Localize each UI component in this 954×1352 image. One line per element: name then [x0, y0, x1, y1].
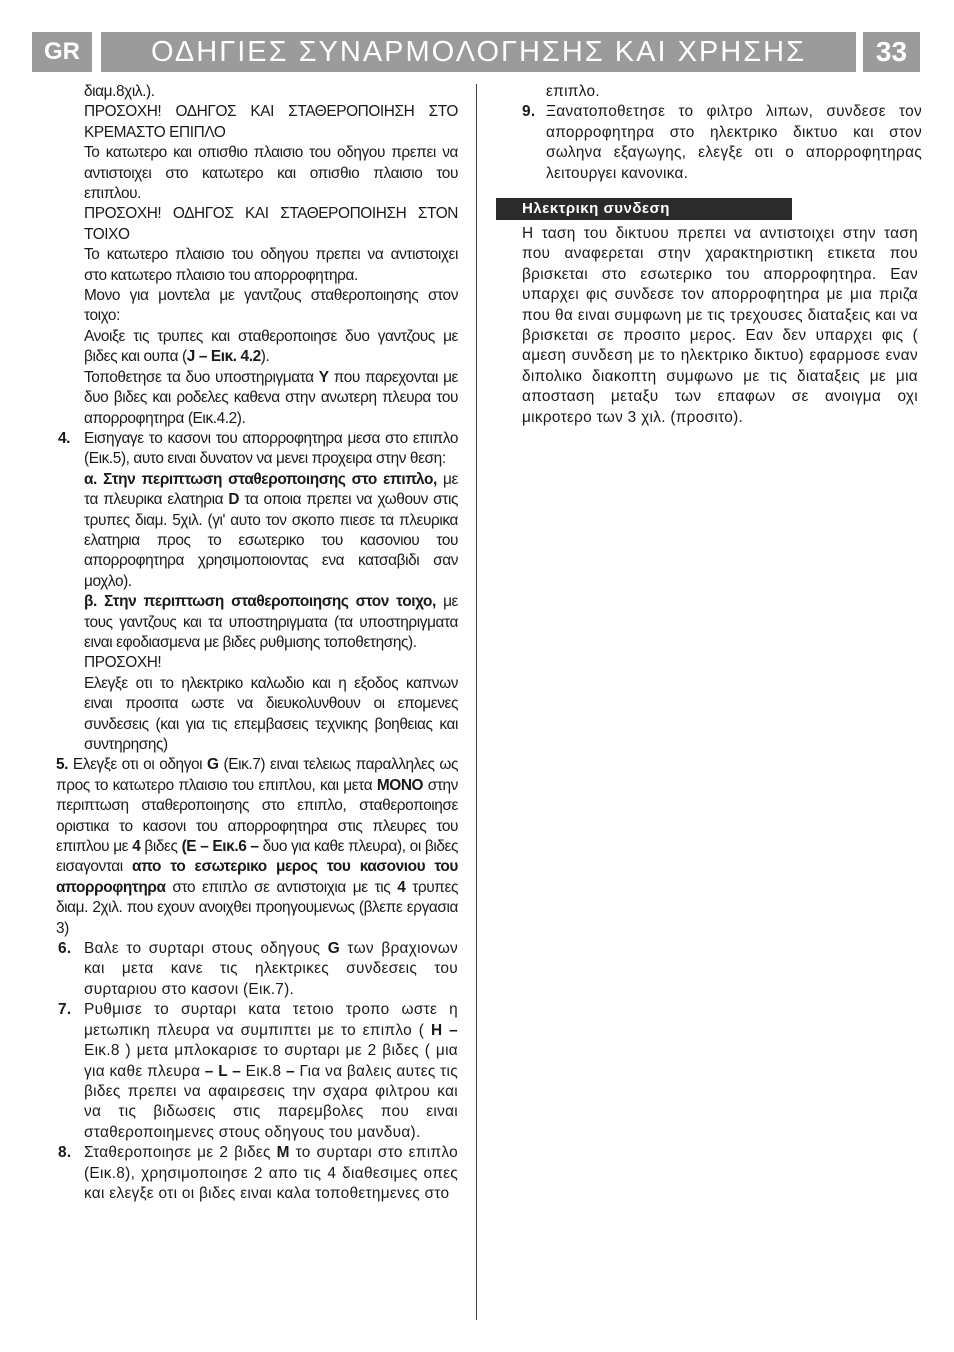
text-paragraph — [56, 368, 458, 429]
right-column — [496, 82, 922, 428]
text-run: το συρταρι στο επιπλο (Εικ.8), χρησιμοποιησε 2 απο τις 4 διαθεσιμες οπες και ελεγξε οτι οι βιδες ειναι καλα τοποθετημενες στο — [84, 1144, 458, 1202]
list-item-7 — [56, 1000, 458, 1143]
text-paragraph: διαμ.8χιλ.). — [84, 83, 155, 100]
bold-run: 4 — [397, 878, 406, 896]
left-column — [56, 82, 458, 1204]
text-paragraph: επιπλο. — [546, 83, 600, 100]
part-ref: Y — [318, 368, 329, 386]
bold-run: – — [286, 1062, 295, 1080]
list-item-8-continued — [496, 82, 922, 102]
text-run: Ρυθμισε το συρταρι κατα τετοιο τροπο ωστε η μετωπικη πλευρα να συμπιπτει με το επιπλο ( — [84, 1001, 458, 1039]
language-badge — [32, 32, 92, 72]
part-ref: – L – — [204, 1062, 242, 1080]
page-number: 33 — [875, 36, 908, 67]
bold-run: ΜΟΝΟ — [376, 776, 424, 794]
text-run: Εικ.8 ) μετα μπλοκαρισε το συρταρι με 2 βιδες ( μια για καθε πλευρα — [84, 1042, 458, 1080]
text-run: Βαλε το συρταρι στους οδηγους — [84, 940, 328, 958]
text-paragraph: Το κατωτερο πλαισιο του οδηγου πρεπει να αντιστοιχει στο κατωτερο πλαισιο του απορροφητηρα. — [84, 246, 458, 284]
text-run: Εικ.8 — [241, 1062, 286, 1080]
warning-heading: ΠΡΟΣΟΧΗ! ΟΔΗΓΟΣ ΚΑΙ ΣΤΑΘΕΡΟΠΟΙΗΣΗ ΣΤΟΝ ΤΟΙΧΟ — [84, 205, 458, 243]
figure-ref: J – Εικ. 4.2 — [186, 348, 261, 366]
part-ref: D — [228, 491, 240, 509]
text-paragraph: Μονο για μοντελα με γαντζους σταθεροποιησης στον τοιχο: — [84, 287, 458, 325]
part-ref: M — [276, 1144, 290, 1162]
text-run: τρυπες διαμ. 2χιλ. που εχουν ανοιχθει προηγουμενως (βλεπε εργασια 3) — [56, 878, 459, 937]
section-heading-bar — [496, 198, 792, 220]
text-run: με τα πλευρικα ελατηρια — [84, 470, 458, 509]
figure-ref: (E – Εικ.6 – — [181, 838, 259, 856]
text-run: που παρεχονται με δυο βιδες και ροδελες καθενα στην ανωτερη πλευρα του απορροφητηρα (Εικ.4.2). — [84, 368, 458, 427]
list-number: 6. — [58, 940, 72, 958]
bold-run: α. Στην περιπτωση σταθεροποιησης στο επιπλο, — [84, 470, 437, 488]
text-paragraph: Ξανατοποθετησε το φιλτρο λιπων, συνδεσε τον απορροφητηρα στο ηλεκτρικο δικτυο και στον σωληνα εξαγωγης, ελεγξε οτι ο απορροφητηρας λειτουργει κανονικα. — [546, 103, 922, 182]
text-paragraph — [84, 1000, 458, 1143]
bold-run: 4 — [132, 838, 141, 856]
text-run: Ελεγξε οτι οι οδηγοι — [68, 756, 208, 774]
list-item-5 — [56, 755, 458, 939]
text-paragraph — [84, 592, 458, 653]
text-run: με τους γαντζους και τα υποστηριγματα (τα υποστηριγματα ειναι εφοδιασμενα με βιδες ρυθμισης τοποθετησης). — [84, 593, 459, 651]
text-run: Τοποθετησε τα δυο υποστηριγματα — [84, 368, 319, 386]
text-run: δυο για καθε πλευρα), οι βιδες εισαγονται — [56, 838, 458, 876]
list-item-9 — [496, 102, 922, 184]
page-number-badge — [863, 32, 920, 72]
text-paragraph — [84, 470, 458, 592]
warning-label: ΠΡΟΣΟΧΗ! — [84, 654, 162, 672]
language-label: GR — [44, 38, 80, 65]
text-run: (Εικ.7) ειναι τελειως παραλληλες ως προς το κατωτερο πλαισιο του επιπλου, και μετα — [56, 756, 458, 794]
text-paragraph — [56, 755, 458, 939]
section-heading: Ηλεκτρικη συνδεση — [522, 200, 670, 218]
text-run: ). — [260, 348, 270, 366]
text-run: στο επιπλο σε αντιστοιχια με τις — [165, 878, 398, 896]
bold-run: απο το εσωτερικο μερος του κασονιου του απορροφητηρα — [56, 858, 458, 896]
page-title: ΟΔΗΓΙΕΣ ΣΥΝΑΡΜΟΛΟΓΗΣΗΣ ΚΑΙ ΧΡΗΣΗΣ — [150, 35, 807, 68]
text-run: Σταθεροποιησε με 2 βιδες — [84, 1144, 277, 1162]
column-divider — [476, 84, 477, 1320]
list-item-6 — [56, 939, 458, 1000]
text-paragraph: Ελεγξε οτι το ηλεκτρικο καλωδιο και η εξοδος καπνων ειναι προσιτα ωστε να διευκολυνθουν οι επομενες συνδεσεις (και για τις επεμβασεις τεχνικης βοηθειας και συντηρησης) — [84, 674, 458, 753]
warning-heading: ΠΡΟΣΟΧΗ! ΟΔΗΓΟΣ ΚΑΙ ΣΤΑΘΕΡΟΠΟΙΗΣΗ ΣΤΟ ΚΡΕΜΑΣΤΟ ΕΠΙΠΛΟ — [84, 103, 458, 141]
text-run: των βραχιονων και μετα κανε τις ηλεκτρικες συνδεσεις του συρταριου στο κασονι (Εικ.7). — [84, 940, 459, 998]
bold-run: β. Στην περιπτωση σταθεροποιησης στον τοιχο, — [84, 593, 436, 611]
text-paragraph: Εισηγαγε το κασονι του απορροφητηρα μεσα στο επιπλο (Εικ.5), αυτο ειναι δυνατον να μενει προχειρα στην θεση: — [84, 429, 458, 468]
list-number: 8. — [58, 1144, 72, 1162]
list-number: 4. — [58, 429, 71, 447]
part-ref: H – — [430, 1021, 458, 1039]
text-run: βιδες — [140, 838, 182, 856]
part-ref: G — [207, 756, 219, 774]
text-paragraph — [84, 939, 458, 1000]
part-ref: G — [327, 940, 340, 958]
list-item-4 — [56, 429, 458, 756]
list-number: 7. — [58, 1001, 72, 1019]
text-run: Ανοιξε τις τρυπες και σταθεροποιησε δυο γαντζους με βιδες και ουπα ( — [84, 327, 458, 366]
text-paragraph: Η ταση του δικτυου πρεπει να αντιστοιχει στην ταση που αναφερεται στην χαρακτηριστικη ετικετα που βρισκεται στο εσωτερικο του απορροφητηρα. Εαν υπαρχει φις συνδεσε τον απορροφητηρα με μια πριζα που θα ειναι συμφωνη με τις τρεχουσες διαταξεις και να βρισκεται σε προσιτο μερος. Εαν δεν υπαρχει φις ( αμεση συνδεση με το ηλεκτρικο δικτυο) εφαρμοσε εναν διπολικο διακοπτη συμφωνο με τις διαταξεις με μια αποσταση μεταξυ των επαφων σε ανοιγμα οχι μικροτερο των 3 χιλ. (προσιτο). — [522, 225, 918, 426]
page-title-bar — [101, 32, 856, 72]
text-run: στην περιπτωση σταθεροποιησης στο επιπλο, σταθεροποιησε οριστικα το κασονι του απορροφητηρα στις πλευρες του επιπλου με — [56, 776, 458, 856]
text-paragraph: Το κατωτερο και οπισθιο πλαισιο του οδηγου πρεπει να αντιστοιχει στο κατωτερο και οπισθιο πλαισιο του επιπλου. — [84, 144, 458, 203]
text-paragraph — [56, 327, 458, 368]
text-run: Για να βαλεις αυτες τις βιδες πρεπει να αφαιρεσεις την σχαρα φιλτρου και να τις βιδωσεις στις παρεμβολες που ειναι σταθεροποιημενες στους οδηγους του μανδυα). — [84, 1062, 458, 1141]
text-run: τα οποια πρεπει να χωθουν στις τρυπες διαμ. 5χιλ. (γι' αυτο τον σκοπο πιεσε τα πλευρικα ελατηρια προς το εσωτερικο του κασονιου του απορροφητηρα χρησιμοποιοντας ενα κατσαβιδι σαν μοχλο). — [84, 491, 458, 590]
list-number: 9. — [522, 103, 536, 121]
text-paragraph — [84, 1143, 458, 1204]
list-item-8 — [56, 1143, 458, 1204]
list-number: 5. — [56, 756, 69, 774]
